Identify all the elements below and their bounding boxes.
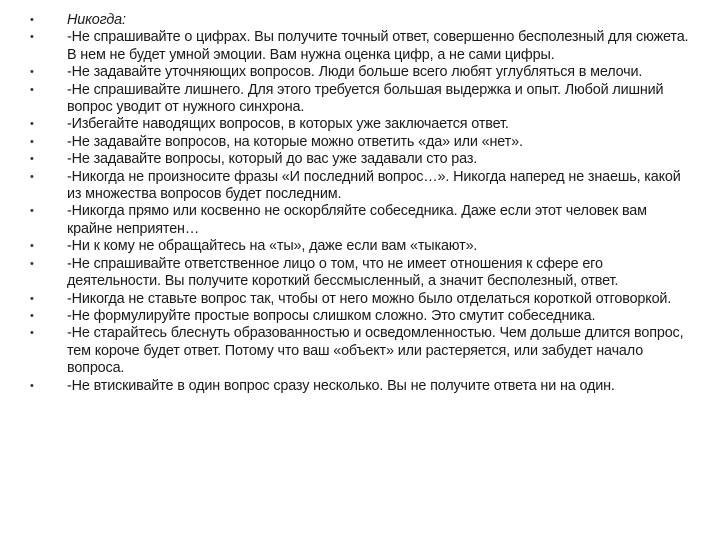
bullet-icon: • xyxy=(30,292,34,305)
list-item-text: -Избегайте наводящих вопросов, в которых уже заключается ответ. xyxy=(67,116,509,133)
list-item xyxy=(30,82,690,117)
list-item-title xyxy=(30,12,690,29)
list-item-text: -Не спрашивайте ответственное лицо о том, что не имеет отношения к сфере его деятельности. Вы получите короткий бессмысленный, а значит бесполезный, ответ. xyxy=(67,255,619,290)
list-item xyxy=(30,29,690,64)
list-item-text: -Никогда не произносите фразы «И последний вопрос…». Никогда наперед не знаешь, какой из множества вопросов будет последним. xyxy=(67,168,681,203)
bullet-icon: • xyxy=(30,205,34,218)
list-item xyxy=(30,203,690,238)
list-item-text: -Не задавайте вопросы, который до вас уже задавали сто раз. xyxy=(67,151,478,168)
rules-bullet-list xyxy=(30,12,690,395)
list-item-text: -Не старайтесь блеснуть образованностью и осведомленностью. Чем дольше длится вопрос, тем короче будет ответ. Потому что ваш «объект» или растеряется, или забудет начало вопроса. xyxy=(67,325,684,377)
list-item-text: -Не спрашивайте лишнего. Для этого требуется большая выдержка и опыт. Любой лишний вопрос уводит от нужного синхрона. xyxy=(67,81,664,116)
bullet-icon: • xyxy=(30,240,34,253)
list-item xyxy=(30,64,690,81)
list-title: Никогда: xyxy=(67,12,126,28)
list-item xyxy=(30,169,690,204)
list-item xyxy=(30,116,690,133)
bullet-icon: • xyxy=(30,14,34,26)
list-item-text: -Не задавайте уточняющих вопросов. Люди больше всего любят углубляться в мелочи. xyxy=(67,64,643,81)
list-item xyxy=(30,238,690,255)
bullet-icon: • xyxy=(30,379,34,392)
list-item-text: -Не задавайте вопросов, на которые можно ответить «да» или «нет». xyxy=(67,133,523,150)
bullet-icon: • xyxy=(30,66,34,79)
list-item xyxy=(30,325,690,377)
bullet-icon: • xyxy=(30,257,34,270)
bullet-icon: • xyxy=(30,135,34,148)
list-item xyxy=(30,151,690,168)
list-item-text: -Не втискивайте в один вопрос сразу несколько. Вы не получите ответа ни на один. xyxy=(67,377,615,394)
bullet-icon: • xyxy=(30,118,34,131)
list-item xyxy=(30,134,690,151)
list-item-text: -Не спрашивайте о цифрах. Вы получите точный ответ, совершенно бесполезный для сюжета. В нем не будет умной эмоции. Вам нужна оценка цифр, а не сами цифры. xyxy=(67,29,689,63)
bullet-icon: • xyxy=(30,31,34,44)
list-item-text: -Никогда прямо или косвенно не оскорбляйте собеседника. Даже если этот человек вам крайне неприятен… xyxy=(67,203,647,237)
bullet-icon: • xyxy=(30,153,34,166)
bullet-icon: • xyxy=(30,309,34,322)
list-item xyxy=(30,378,690,395)
list-item-text: -Не формулируйте простые вопросы слишком сложно. Это смутит собеседника. xyxy=(67,307,596,324)
bullet-icon: • xyxy=(30,170,34,183)
bullet-icon: • xyxy=(30,83,34,96)
list-item xyxy=(30,256,690,291)
bullet-icon: • xyxy=(30,327,34,340)
list-item xyxy=(30,308,690,325)
list-item-text: -Ни к кому не обращайтесь на «ты», даже если вам «тыкают». xyxy=(67,238,478,255)
list-item xyxy=(30,291,690,308)
list-item-text: -Никогда не ставьте вопрос так, чтобы от него можно было отделаться короткой отговоркой. xyxy=(67,290,672,307)
